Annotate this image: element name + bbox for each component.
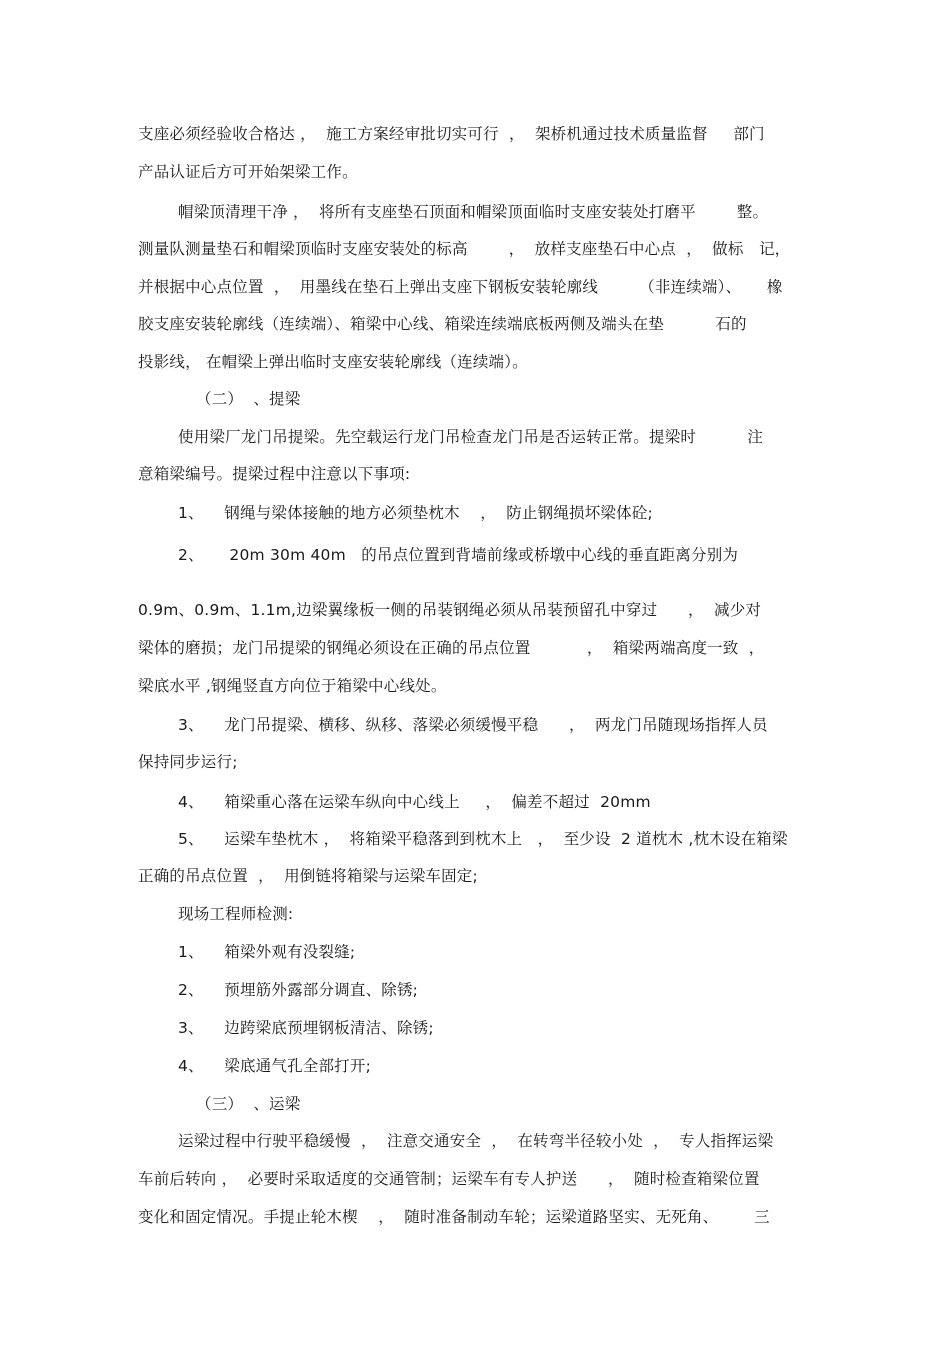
text-line: 0.9m、0.9m、1.1m,边梁翼缘板一侧的吊装钢绳必须从吊装预留孔中穿过 ， 减少对 xyxy=(138,601,762,619)
list-item: 1、 钢绳与梁体接触的地方必须垫枕木 ， 防止钢绳损坏梁体砼; xyxy=(178,504,653,522)
text-line: 投影线， 在帽梁上弹出临时支座安装轮廓线（连续端）。 xyxy=(138,353,528,371)
text-line: 梁体的磨损；龙门吊提梁的钢绳必须设在正确的吊点位置 ， 箱梁两端高度一致 ， xyxy=(138,639,765,657)
text-line: 并根据中心点位置 ， 用墨线在垫石上弹出支座下钢板安装轮廓线 （非连续端）、 橡 xyxy=(138,278,783,296)
text-line: 胶支座安装轮廓线（连续端）、箱梁中心线、箱梁连续端底板两侧及端头在垫 石的 xyxy=(138,315,747,333)
text-line: 变化和固定情况。手提止轮木楔 ， 随时准备制动车轮；运梁道路坚实、无死角、 三 xyxy=(138,1208,770,1226)
section-heading: （二） 、提梁 xyxy=(196,390,301,408)
text-line: 使用梁厂龙门吊提梁。先空载运行龙门吊检查龙门吊是否运转正常。提梁时 注 xyxy=(178,428,764,446)
list-item: 4、 梁底通气孔全部打开; xyxy=(178,1057,371,1075)
text-line: 正确的吊点位置 ， 用倒链将箱梁与运梁车固定; xyxy=(138,867,478,885)
section-heading: （三） 、运梁 xyxy=(196,1095,301,1113)
text-line: 梁底水平 ,钢绳竖直方向位于箱梁中心线处。 xyxy=(138,677,447,695)
list-item: 2、 预埋筋外露部分调直、除锈; xyxy=(178,981,419,999)
text-line: 意箱梁编号。提梁过程中注意以下事项: xyxy=(138,465,411,483)
text-line: 保持同步运行; xyxy=(138,753,238,771)
list-item: 3、 边跨梁底预埋钢板清洁、除锈; xyxy=(178,1019,434,1037)
list-item: 3、 龙门吊提梁、横移、纵移、落梁必须缓慢平稳 ， 两龙门吊随现场指挥人员 xyxy=(178,716,768,734)
list-item: 2、 20m 30m 40m 的吊点位置到背墙前缘或桥墩中心线的垂直距离分别为 xyxy=(178,546,739,564)
text-line: 测量队测量垫石和帽梁顶临时支座安装处的标高 ， 放样支座垫石中心点 ， 做标 记， xyxy=(138,240,791,258)
list-item: 1、 箱梁外观有没裂缝; xyxy=(178,943,356,961)
text-line: 产品认证后方可开始架梁工作。 xyxy=(138,163,358,181)
text-line: 运梁过程中行驶平稳缓慢 ， 注意交通安全 ， 在转弯半径较小处 ， 专人指挥运梁 xyxy=(178,1132,774,1150)
text-line: 支座必须经验收合格达 ， 施工方案经审批切实可行 ， 架桥机通过技术质量监督 部门 xyxy=(138,125,765,143)
text-line: 现场工程师检测: xyxy=(178,905,294,923)
text-line: 帽梁顶清理干净 ， 将所有支座垫石顶面和帽梁顶面临时支座安装处打磨平 整。 xyxy=(178,203,769,221)
list-item: 5、 运梁车垫枕木 ， 将箱梁平稳落到到枕木上 ， 至少设 2 道枕木 ,枕木设在箱梁 xyxy=(178,830,788,848)
list-item: 4、 箱梁重心落在运梁车纵向中心线上 ， 偏差不超过 20mm xyxy=(178,793,651,811)
text-line: 车前后转向 ， 必要时采取适度的交通管制；运梁车有专人护送 ， 随时检查箱梁位置 xyxy=(138,1170,760,1188)
